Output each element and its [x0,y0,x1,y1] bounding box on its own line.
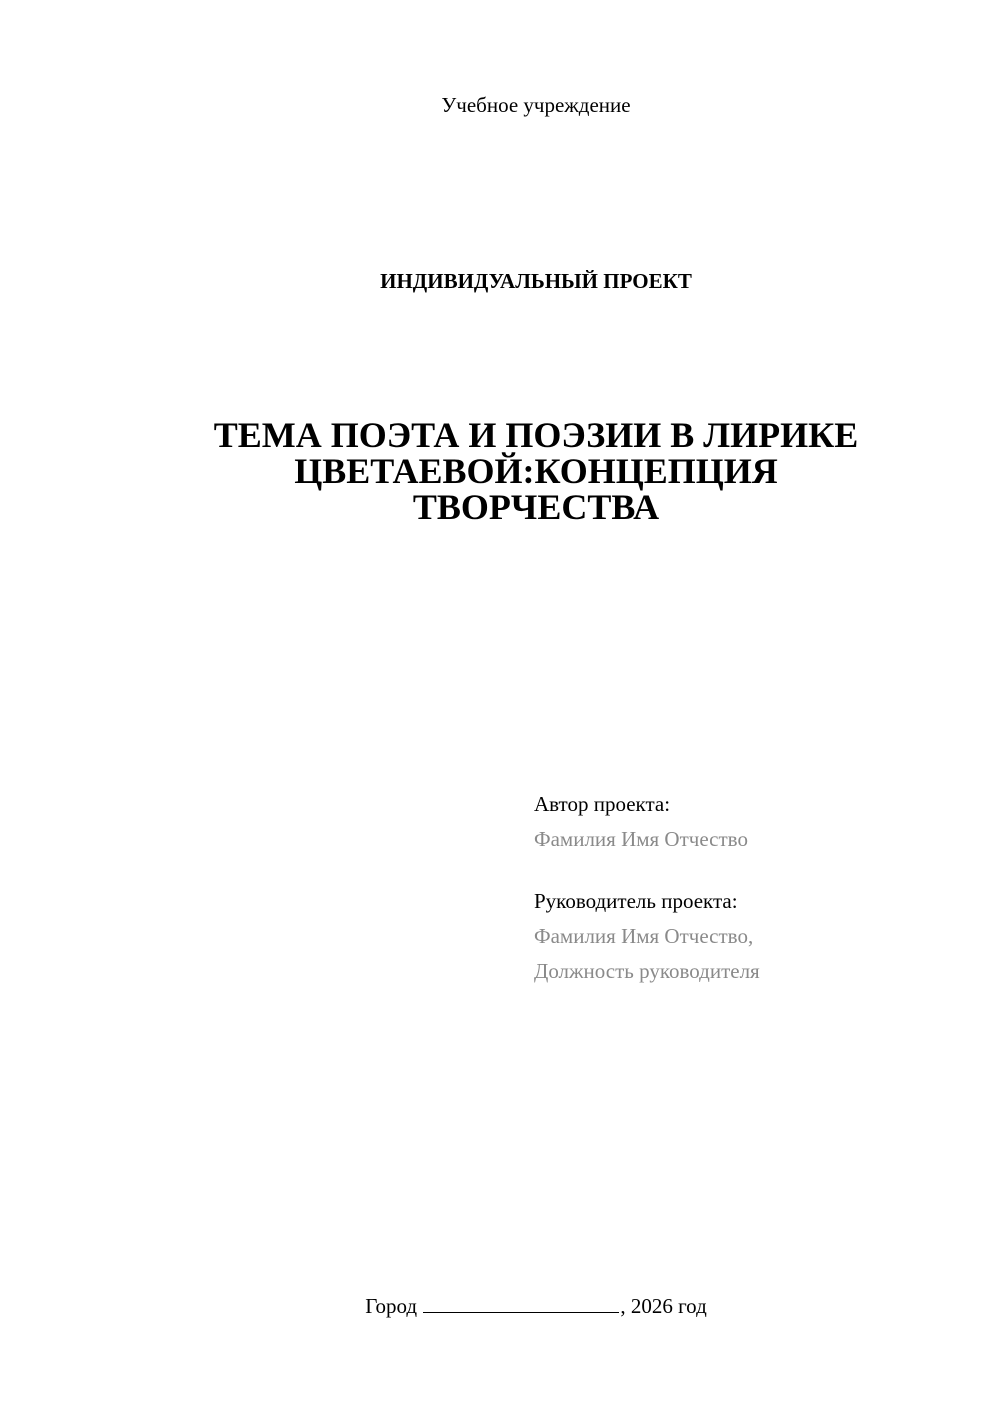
project-title-line-3: ТВОРЧЕСТВА [412,487,660,527]
city-label: Город [365,1294,418,1318]
author-label: Автор проекта: [534,792,671,816]
institution-name: Учебное учреждение [441,93,631,117]
year-text: , 2026 год [620,1294,707,1318]
project-title [0,417,1000,525]
city-blank-line [423,1290,619,1313]
credits-spacer [534,857,974,884]
supervisor-name: Фамилия Имя Отчество, [534,924,754,948]
supervisor-label: Руководитель проекта: [534,889,738,913]
author-name: Фамилия Имя Отчество [534,827,748,851]
supervisor-position: Должность руководителя [534,959,760,983]
document-type: ИНДИВИДУАЛЬНЫЙ ПРОЕКТ [380,269,692,293]
credits-block [534,787,974,989]
footer-city-year [0,1290,1000,1321]
project-title-line-2: ЦВЕТАЕВОЙ:КОНЦЕПЦИЯ [294,451,778,491]
project-title-line-1: ТЕМА ПОЭТА И ПОЭЗИИ В ЛИРИКЕ [213,415,859,455]
